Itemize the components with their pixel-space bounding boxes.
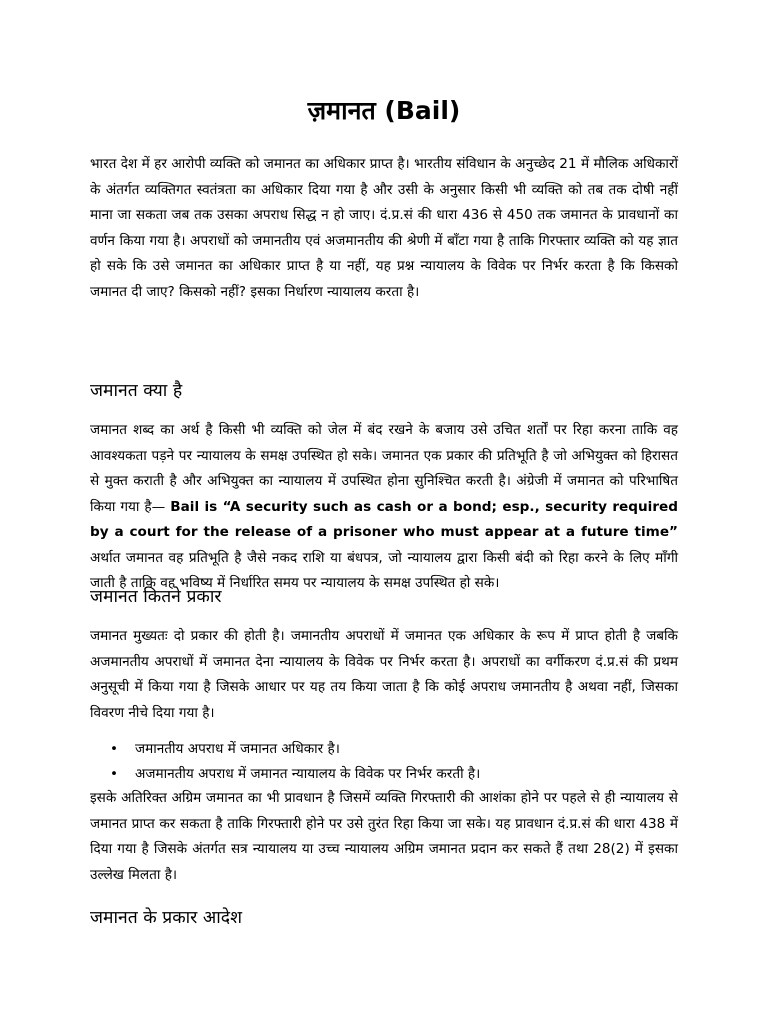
anticipatory-bail-paragraph: इसके अतिरिक्त अग्रिम जमानत का भी प्रावधान है जिसमें व्यक्ति गिरफ्तारी की आशंका होने पर पहले से ही न्यायालय से जमानत प्राप्त कर सकता है ताकि गिरफ्तारी होने पर उसे तुरंत रिहा किया जा सके। यह प्रावधान दं.प्र.सं की धारा 438 में दिया गया है जिसके अंतर्गत सत्र न्यायालय या उच्च न्यायालय अग्रिम जमानत प्रदान कर सकते हैं तथा 28(2) में इसका उल्लेख मिलता है। — [90, 790, 679, 883]
bail-definition-english: Bail is “A security such as cash or a bond; esp., security required by a court for the release of a prisoner who must appear at a future time” — [90, 498, 678, 540]
definition-text-start: जमानत शब्द का अर्थ है किसी भी व्यक्ति को जेल में बंद रखने के बजाय उसे उचित शर्तों पर रिहा करना ताकि वह आवश्यकता पड़ने पर न्यायालय के समक्ष उपस्थित हो सके। जमानत एक प्रकार की प्रतिभूति है जो अभियुक्त को हिरासत से मुक्त कराती है और अभियुक्त का न्यायालय में उपस्थित होना सुनिश्चित करती है। अंग्रेजी में जमानत को परिभाषित किया गया है— — [90, 422, 678, 515]
section-heading-bail-types: जमानत कितने प्रकार — [90, 587, 222, 607]
bullet-icon: • — [110, 766, 119, 782]
intro-paragraph: भारत देश में हर आरोपी व्यक्ति को जमानत का अधिकार प्राप्त है। भारतीय संविधान के अनुच्छेद 21 में मौलिक अधिकारों के अंतर्गत व्यक्तिगत स्वतंत्रता का अधिकार दिया गया है और उसी के अनुसार किसी भी व्यक्ति को तब तक दोषी नहीं माना जा सकता जब तक उसका अपराध सिद्ध न हो जाए। दं.प्र.सं की धारा 436 से 450 तक जमानत के प्रावधानों का वर्णन किया गया है। अपराधों को जमानतीय एवं अजमानतीय की श्रेणी में बाँटा गया है ताकि गिरफ्तार व्यक्ति को यह ज्ञात हो सके कि उसे जमानत का अधिकार प्राप्त है या नहीं, यह प्रश्न न्यायालय के विवेक पर निर्भर करता है कि किसको जमानत दी जाए? किसको नहीं? इसका निर्धारण न्यायालय करता है। — [90, 156, 678, 300]
list-item — [90, 762, 678, 787]
list-item-text: अजमानतीय अपराध में जमानत न्यायालय के विवेक पर निर्भर करती है। — [135, 766, 481, 782]
definition-paragraph — [90, 418, 678, 597]
bail-types-list — [90, 737, 678, 787]
section-heading-what-is-bail: जमानत क्या है — [90, 381, 183, 401]
types-paragraph: जमानत मुख्यतः दो प्रकार की होती है। जमानतीय अपराधों में जमानत एक अधिकार के रूप में प्राप्त होती है जबकि अजमानतीय अपराधों में जमानत देना न्यायालय के विवेक पर निर्भर करता है। अपराधों का वर्गीकरण दं.प्र.सं की प्रथम अनुसूची में किया गया है जिसके आधार पर यह तय किया जाता है कि कोई अपराध जमानतीय है अथवा नहीं, जिसका विवरण नीचे दिया गया है। — [90, 628, 679, 721]
bullet-icon: • — [110, 741, 119, 757]
section-heading-bail-orders: जमानत के प्रकार आदेश — [90, 908, 242, 928]
list-item — [90, 737, 678, 762]
list-item-text: जमानतीय अपराध में जमानत अधिकार है। — [135, 741, 340, 757]
document-title: ज़मानत (Bail) — [307, 96, 461, 125]
definition-text-end: अर्थात जमानत वह प्रतिभूति है जैसे नकद राशि या बंधपत्र, जो न्यायालय द्वारा किसी बंदी को रिहा करने के लिए माँगी जाती है ताकि वह भविष्य में निर्धारित समय पर न्यायालय के समक्ष उपस्थित हो सके। — [90, 549, 678, 591]
